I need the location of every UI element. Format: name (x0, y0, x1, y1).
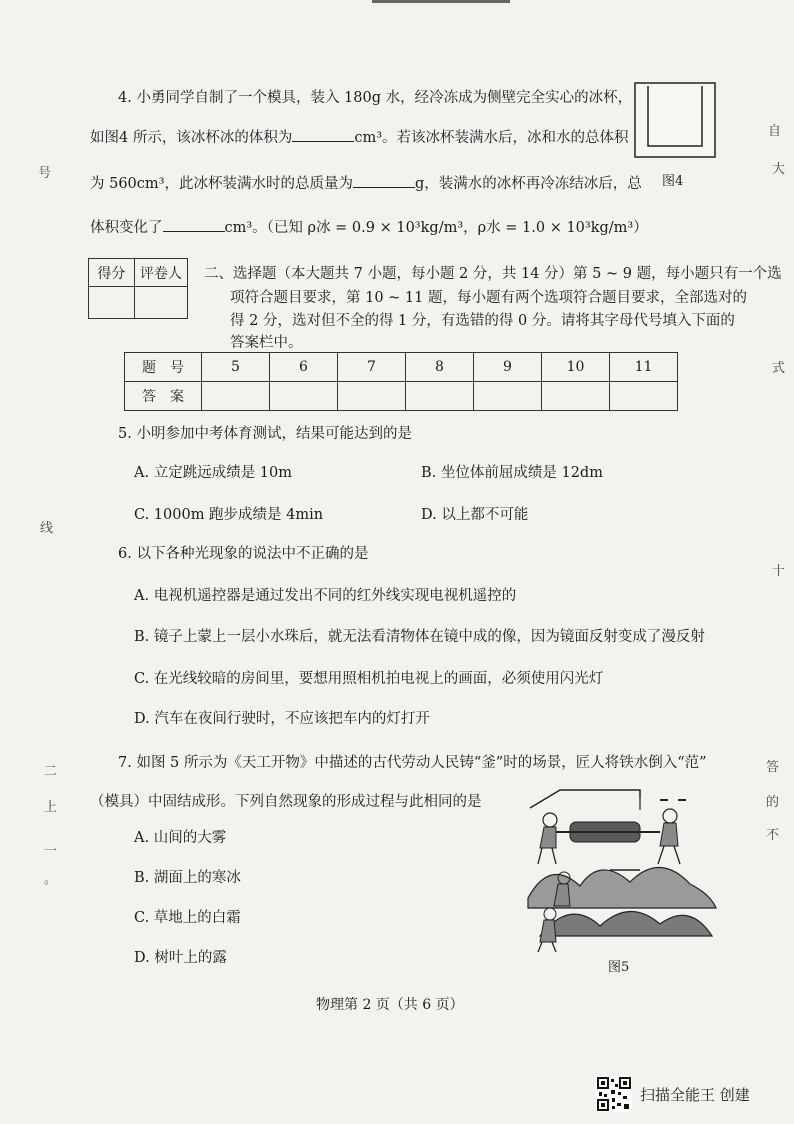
figure-4-caption: 图4 (662, 174, 684, 189)
margin-mark: 式 (772, 361, 786, 376)
q7-option-c[interactable]: C. 草地上的白霜 (134, 910, 241, 926)
margin-mark: 大 (772, 162, 786, 177)
q4-blank-1[interactable] (292, 127, 354, 142)
margin-mark: 答 (766, 760, 780, 775)
answer-cell[interactable] (542, 382, 610, 411)
q4-line-2-end: cm³。若该冰杯装满水后，冰和水的总体积 (354, 130, 629, 146)
q7-option-a[interactable]: A. 山间的大雾 (134, 830, 227, 846)
q4-line-3-start: 为 560cm³，此冰杯装满水时的总质量为 (90, 176, 353, 192)
qr-code-icon (596, 1076, 632, 1112)
q4-line-2-start: 如图4 所示，该冰杯冰的体积为 (90, 130, 293, 146)
section-2-line-2: 项符合题目要求，第 10 ~ 11 题，每小题有两个选项符合题目要求，全部选对的 (230, 290, 747, 306)
q6-stem: 6. 以下各种光现象的说法中不正确的是 (118, 546, 369, 562)
margin-mark: 的 (766, 795, 780, 810)
q7-option-d[interactable]: D. 树叶上的露 (134, 950, 227, 966)
question-number: 10 (542, 353, 610, 382)
question-number: 5 (202, 353, 270, 382)
margin-mark: 号 (38, 166, 52, 181)
ice-cup-drawing (634, 82, 716, 168)
q4-blank-2[interactable] (353, 173, 415, 188)
q4-line-3-end: g，装满水的冰杯再冷冻结冰后，总 (414, 176, 642, 192)
q4-line-2 (90, 126, 629, 147)
question-number: 11 (610, 353, 678, 382)
margin-mark: 自 (768, 124, 782, 139)
q7-line-1: 7. 如图 5 所示为《天工开物》中描述的古代劳动人民铸“釜”时的场景，匠人将铁水倒入“范” (118, 755, 707, 771)
margin-mark: 。 (44, 872, 58, 887)
question-number: 8 (406, 353, 474, 382)
question-number: 7 (338, 353, 406, 382)
answer-cell[interactable] (610, 382, 678, 411)
answer-cell[interactable] (270, 382, 338, 411)
q5-option-c[interactable]: C. 1000m 跑步成绩是 4min (134, 507, 324, 523)
margin-mark: 上 (44, 800, 58, 815)
answer-cell[interactable] (202, 382, 270, 411)
q4-line-4 (90, 216, 648, 237)
question-number: 9 (474, 353, 542, 382)
q7-option-b[interactable]: B. 湖面上的寒冰 (134, 870, 241, 886)
figure-5-caption: 图5 (608, 960, 630, 975)
answer-table-number-label: 题 号 (125, 353, 202, 382)
q5-stem: 5. 小明参加中考体育测试，结果可能达到的是 (118, 426, 412, 442)
q6-option-d[interactable]: D. 汽车在夜间行驶时，不应该把车内的灯打开 (134, 711, 430, 727)
score-box (88, 258, 188, 319)
score-cell[interactable] (89, 287, 135, 319)
margin-mark: 一 (44, 844, 58, 859)
q5-option-d[interactable]: D. 以上都不可能 (421, 507, 529, 523)
score-label: 得分 (89, 259, 135, 287)
answer-table-answer-label: 答 案 (125, 382, 202, 411)
margin-mark: 不 (766, 828, 780, 843)
q4-line-1: 4. 小勇同学自制了一个模具，装入 180g 水，经冷冻成为侧壁完全实心的冰杯， (118, 90, 633, 106)
answer-table (124, 352, 678, 411)
scanner-watermark: 扫描全能王 创建 (640, 1086, 750, 1104)
grader-label: 评卷人 (134, 259, 187, 287)
q7-line-2: （模具）中固结成形。下列自然现象的形成过程与此相同的是 (90, 794, 482, 810)
q5-option-a[interactable]: A. 立定跳远成绩是 10m (134, 465, 292, 481)
section-2-line-1: 二、选择题（本大题共 7 小题，每小题 2 分，共 14 分）第 5 ~ 9 题，每小题只有一个选 (204, 266, 782, 282)
section-2-line-4: 答案栏中。 (230, 335, 303, 351)
answer-cell[interactable] (406, 382, 474, 411)
top-edge-mark (372, 0, 510, 3)
page-footer: 物理第 2 页（共 6 页） (316, 997, 464, 1013)
answer-cell[interactable] (474, 382, 542, 411)
q4-line-3 (90, 172, 642, 193)
answer-cell[interactable] (338, 382, 406, 411)
margin-mark: 线 (40, 521, 54, 536)
q5-option-b[interactable]: B. 坐位体前屈成绩是 12dm (421, 465, 603, 481)
figure-5 (520, 786, 720, 960)
q6-option-a[interactable]: A. 电视机遥控器是通过发出不同的红外线实现电视机遥控的 (134, 588, 517, 604)
casting-scene-illustration (520, 786, 720, 956)
question-number: 6 (270, 353, 338, 382)
q6-option-c[interactable]: C. 在光线较暗的房间里，要想用照相机拍电视上的画面，必须使用闪光灯 (134, 671, 604, 687)
margin-mark: 十 (772, 564, 786, 579)
margin-mark: 二 (44, 764, 58, 779)
q6-option-b[interactable]: B. 镜子上蒙上一层小水珠后，就无法看清物体在镜中成的像，因为镜面反射变成了漫反射 (134, 629, 705, 645)
figure-4 (634, 82, 716, 172)
q4-line-4-start: 体积变化了 (90, 220, 163, 236)
q4-blank-3[interactable] (163, 217, 225, 232)
section-2-line-3: 得 2 分，选对但不全的得 1 分，有选错的得 0 分。请将其字母代号填入下面的 (230, 313, 735, 329)
grader-cell[interactable] (134, 287, 187, 319)
q4-line-4-end: cm³。（已知 ρ冰 = 0.9 × 10³kg/m³，ρ水 = 1.0 × 10³kg/m³） (224, 220, 648, 236)
